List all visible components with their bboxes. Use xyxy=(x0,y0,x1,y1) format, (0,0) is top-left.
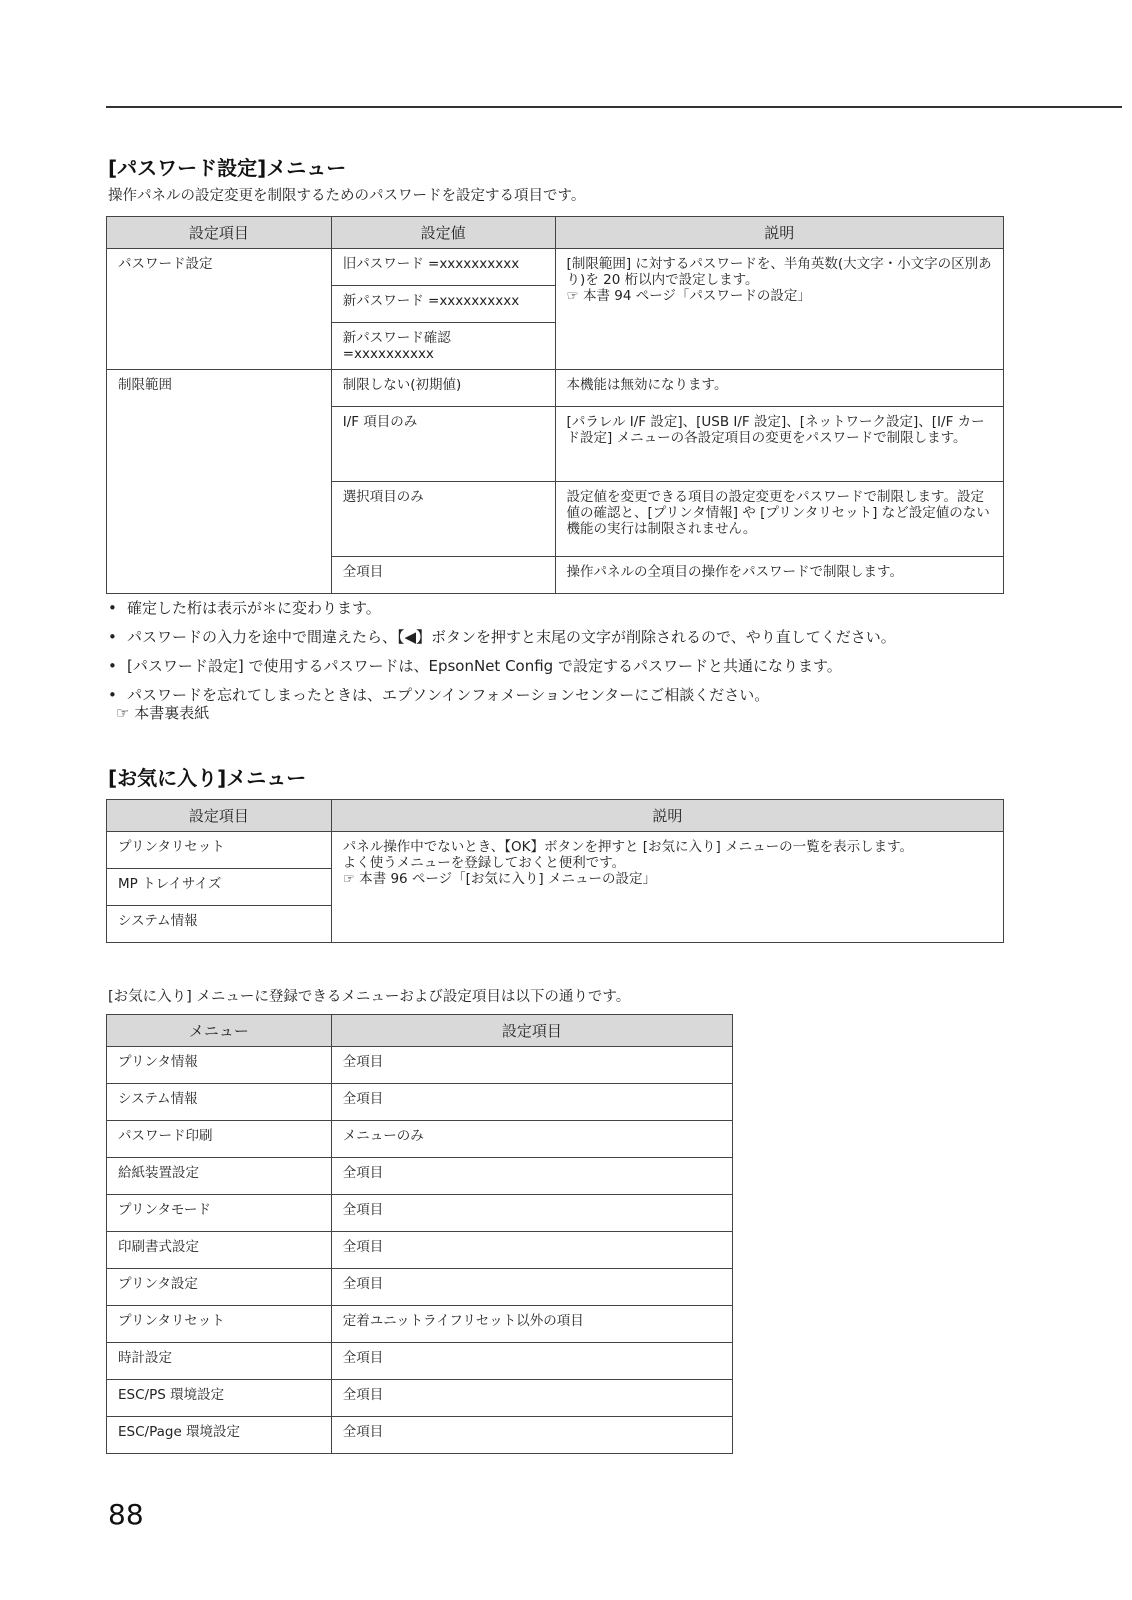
favorite-item: MP トレイサイズ xyxy=(107,869,332,906)
favorites-table xyxy=(106,799,1004,943)
menu-scope: 全項目 xyxy=(331,1195,732,1232)
page-reference: ☞ 本書 94 ページ「パスワードの設定」 xyxy=(566,288,811,304)
column-header: 設定項目 xyxy=(107,217,332,249)
setting-description: 操作パネルの全項目の操作をパスワードで制限します。 xyxy=(555,557,1003,594)
setting-value: 制限しない(初期値) xyxy=(331,370,555,407)
favorite-item: プリンタリセット xyxy=(107,832,332,869)
menu-scope: 全項目 xyxy=(331,1158,732,1195)
column-header: 設定項目 xyxy=(107,800,332,832)
menu-name: プリンタリセット xyxy=(107,1306,332,1343)
back-cover-reference: ☞ 本書裏表紙 xyxy=(116,704,210,722)
setting-item: パスワード設定 xyxy=(107,249,332,370)
password-menu-intro: 操作パネルの設定変更を制限するためのパスワードを設定する項目です。 xyxy=(108,188,586,204)
setting-value: 全項目 xyxy=(331,557,555,594)
menu-name: プリンタモード xyxy=(107,1195,332,1232)
setting-description: 設定値を変更できる項目の設定変更をパスワードで制限します。設定値の確認と、[プリンタ情報] や [プリンタリセット] など設定値のない機能の実行は制限されません。 xyxy=(555,482,1003,557)
setting-value: 新パスワード確認 =xxxxxxxxxx xyxy=(331,323,555,370)
note-item: • [パスワード設定] で使用するパスワードは、EpsonNet Config で設定するパスワードと共通になります。 xyxy=(106,656,896,685)
menu-name: 時計設定 xyxy=(107,1343,332,1380)
menu-name: ESC/Page 環境設定 xyxy=(107,1417,332,1454)
column-header: メニュー xyxy=(107,1015,332,1047)
favorites-menu-list-table xyxy=(106,1014,733,1454)
menu-name: ESC/PS 環境設定 xyxy=(107,1380,332,1417)
menu-scope: 全項目 xyxy=(331,1084,732,1121)
description-text: [制限範囲] に対するパスワードを、半角英数(大文字・小文字の区別あり)を 20 桁以内で設定します。 xyxy=(566,256,992,288)
description-text: よく使うメニューを登録しておくと便利です。 xyxy=(342,855,626,871)
menu-name: パスワード印刷 xyxy=(107,1121,332,1158)
favorites-list-intro: [お気に入り] メニューに登録できるメニューおよび設定項目は以下の通りです。 xyxy=(108,989,631,1005)
column-header: 説明 xyxy=(331,800,1003,832)
note-item: • パスワードを忘れてしまったときは、エプソンインフォメーションセンターにご相談ください。 xyxy=(106,685,896,714)
description-text: パネル操作中でないとき、【OK】ボタンを押すと [お気に入り] メニューの一覧を表示します。 xyxy=(342,839,913,855)
menu-scope: 全項目 xyxy=(331,1380,732,1417)
setting-value: 旧パスワード =xxxxxxxxxx xyxy=(331,249,555,286)
note-item: • 確定した桁は表示が＊に変わります。 xyxy=(106,598,896,627)
password-settings-table xyxy=(106,216,1004,594)
favorites-menu-heading: [お気に入り]メニュー xyxy=(108,766,307,790)
menu-name: システム情報 xyxy=(107,1084,332,1121)
menu-name: プリンタ設定 xyxy=(107,1269,332,1306)
setting-description: [パラレル I/F 設定]、[USB I/F 設定]、[ネットワーク設定]、[I/F カード設定] メニューの各設定項目の変更をパスワードで制限します。 xyxy=(555,407,1003,482)
setting-description: 本機能は無効になります。 xyxy=(555,370,1003,407)
menu-scope: 全項目 xyxy=(331,1269,732,1306)
column-header: 設定値 xyxy=(331,217,555,249)
header-rule xyxy=(106,106,1122,108)
note-item: • パスワードの入力を途中で間違えたら、【◀】ボタンを押すと末尾の文字が削除されるので、やり直してください。 xyxy=(106,627,896,656)
setting-value: I/F 項目のみ xyxy=(331,407,555,482)
menu-scope: 全項目 xyxy=(331,1232,732,1269)
setting-description xyxy=(555,249,1003,370)
setting-item: 制限範囲 xyxy=(107,370,332,594)
menu-name: プリンタ情報 xyxy=(107,1047,332,1084)
setting-value: 新パスワード =xxxxxxxxxx xyxy=(331,286,555,323)
page-reference: ☞ 本書 96 ページ「[お気に入り] メニューの設定」 xyxy=(342,871,656,887)
column-header: 説明 xyxy=(555,217,1003,249)
menu-scope: メニューのみ xyxy=(331,1121,732,1158)
notes-list xyxy=(106,598,896,714)
menu-scope: 全項目 xyxy=(331,1417,732,1454)
column-header: 設定項目 xyxy=(331,1015,732,1047)
menu-name: 給紙装置設定 xyxy=(107,1158,332,1195)
favorites-description xyxy=(331,832,1003,943)
page-number: 88 xyxy=(108,1498,144,1531)
menu-scope: 定着ユニットライフリセット以外の項目 xyxy=(331,1306,732,1343)
favorite-item: システム情報 xyxy=(107,906,332,943)
setting-value: 選択項目のみ xyxy=(331,482,555,557)
password-menu-heading: [パスワード設定]メニュー xyxy=(108,156,347,180)
menu-scope: 全項目 xyxy=(331,1343,732,1380)
menu-name: 印刷書式設定 xyxy=(107,1232,332,1269)
menu-scope: 全項目 xyxy=(331,1047,732,1084)
